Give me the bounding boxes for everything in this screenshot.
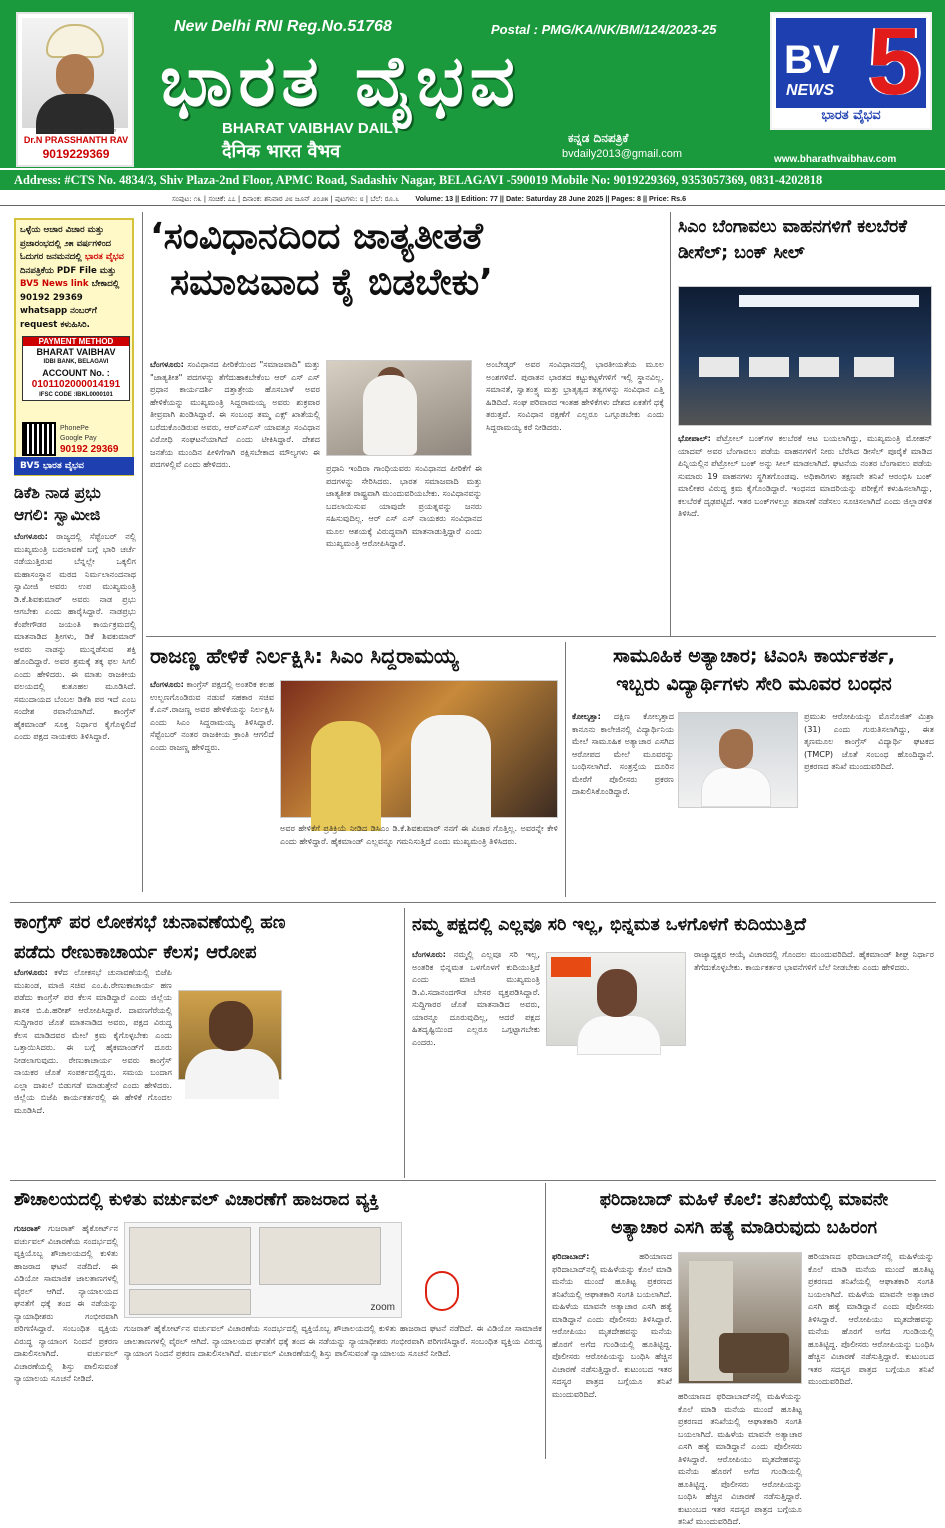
payment-account-label: ACCOUNT No. :: [42, 368, 110, 378]
newspaper-title: ಭಾರತ ವೈಭವ: [160, 40, 521, 122]
editor-phone: 9019229369: [42, 147, 110, 161]
lead-body-col2: ಪ್ರಧಾನಿ ಇಂದಿರಾ ಗಾಂಧಿಯವರು ಸಂವಿಧಾನದ ಪೀಠಿಕೆಗೆ ಈ ಪದಗಳನ್ನು ಸೇರಿಸಿದರು. ಭಾರತ ಸಮಾಜವಾದಿ ಮತ್ತು ಜಾತ್ಯತೀತ ರಾಷ್ಟ್ರವಾಗಿ ಮುಂದುವರಿಯಬೇಕು. ಸಂವಿಧಾನವನ್ನು ಬದಲಾಯಿಸುವ ಯಾವುದೇ ಪ್ರಯತ್ನವನ್ನು ಜನರು ಸಹಿಸುವುದಿಲ್ಲ. ಆರ್ ಎಸ್ ಎಸ್ ನಾಯಕರು ಸಂವಿಧಾನದ ಮೂಲ ಆಶಯಕ್ಕೆ ವಿರುದ್ಧವಾಗಿ ಮಾತನಾಡುತ್ತಿದ್ದಾರೆ ಎಂದು ಮುಖ್ಯಮಂತ್ರಿ ಆರೋಪಿಸಿದ್ದಾರೆ.: [326, 463, 482, 548]
tmc-photo: [678, 712, 798, 808]
masthead: [0, 0, 945, 168]
sidebar-logo-strip: BV5 ಭಾರತ ವೈಭವ: [14, 457, 134, 475]
faridabad-photo: [678, 1252, 802, 1384]
phonepe-label: PhonePe: [60, 425, 89, 432]
lead-photo-cm: [326, 360, 472, 456]
toilet-photo: [124, 1222, 402, 1318]
editor-photo: [22, 18, 128, 128]
toilet-headline[interactable]: ಶೌಚಾಲಯದಲ್ಲಿ ಕುಳಿತು ವರ್ಚುವಲ್ ವಿಚಾರಣೆಗೆ ಹಾಜರಾದ ವ್ಯಕ್ತಿ: [14, 1190, 379, 1210]
toilet-dateline: ಗುಜರಾತ್: [14, 1223, 41, 1233]
sadananda-dateline: ಬೆಂಗಳೂರು:: [412, 949, 446, 959]
payment-ifsc: IFSC CODE :IBKL0000101: [39, 392, 113, 398]
editor-tagline: Read, Discuss & Debate with: [36, 128, 116, 134]
googlepay-label: Google Pay: [60, 435, 97, 442]
subscription-ad: [14, 218, 134, 476]
tmc-headline-line2: ಇಬ್ಬರು ವಿದ್ಯಾರ್ಥಿಗಳು ಸೇರಿ ಮೂವರ ಬಂಧನ: [616, 673, 892, 695]
renukacharya-text: ಕಳೆದ ಲೋಕಸಭೆ ಚುನಾವಣೆಯಲ್ಲಿ ಬಿಜೆಪಿ ಮುಖಂಡ, ಮಾಜಿ ಸಚಿವ ಎಂ.ಪಿ.ರೇಣುಕಾಚಾರ್ಯ ಹಣ ಪಡೆದು ಕಾಂಗ್ರೆಸ್ ಪರ ಕೆಲಸ ಮಾಡಿದ್ದಾರೆ ಎಂದು ಜಿಲ್ಲೆಯ ಶಾಸಕ ಬಿ.ಪಿ.ಹರೀಶ್ ಆರೋಪಿಸಿದ್ದಾರೆ. ದಾವಣಗೆರೆಯಲ್ಲಿ ಸುದ್ದಿಗಾರರ ಜೊತೆ ಮಾತನಾಡಿದ ಅವರು, ಪಕ್ಷದ ವಿರುದ್ಧ ಕೆಲಸ ಮಾಡಿದವರ ಮೇಲೆ ಕ್ರಮ ಕೈಗೊಳ್ಳಬೇಕು ಎಂದು ಒತ್ತಾಯಿಸಿದರು. ಈ ಬಗ್ಗೆ ಹೈಕಮಾಂಡ್‌ಗೆ ದೂರು ನೀಡಲಾಗುವುದು. ರೇಣುಕಾಚಾರ್ಯ ಅವರು ಕಾಂಗ್ರೆಸ್ ನಾಯಕರ ಜೊತೆ ಸಂಪರ್ಕದಲ್ಲಿದ್ದರು. ಸಮಯ ಬಂದಾಗ ಎಲ್ಲಾ ದಾಖಲೆ ಬಿಡುಗಡೆ ಮಾಡುತ್ತೇನೆ ಎಂದು ಹೇಳಿದರು. ಜಿಲ್ಲೆಯ ಬಿಜೆಪಿ ಕಾರ್ಯಕರ್ತರಲ್ಲಿ ಈ ಹೇಳಿಕೆ ಗೊಂದಲ ಮೂಡಿಸಿದೆ.: [14, 967, 172, 1115]
diesel-dateline: ಭೋಪಾಲ್:: [678, 433, 711, 443]
dkshi-headline[interactable]: ಡಿಕೆಶಿ ನಾಡ ಪ್ರಭು ಆಗಲಿ: ಸ್ವಾಮೀಜಿ: [14, 484, 101, 524]
toilet-text: ಗುಜರಾತ್ ಹೈಕೋರ್ಟ್‌ನ ವರ್ಚುವಲ್ ವಿಚಾರಣೆಯ ಸಂದರ್ಭದಲ್ಲಿ ವ್ಯಕ್ತಿಯೊಬ್ಬ ಶೌಚಾಲಯದಲ್ಲಿ ಕುಳಿತು ಹಾಜರಾದ ಘಟನೆ ನಡೆದಿದೆ. ಈ ವಿಡಿಯೋ ಸಾಮಾಜಿಕ ಜಾಲತಾಣಗಳಲ್ಲಿ ವೈರಲ್ ಆಗಿದೆ. ನ್ಯಾಯಾಲಯದ ಘನತೆಗೆ ಧಕ್ಕೆ ತಂದ ಈ ನಡೆಯನ್ನು ನ್ಯಾಯಾಧೀಶರು ಗಂಭೀರವಾಗಿ ಪರಿಗಣಿಸಿದ್ದಾರೆ. ಸಂಬಂಧಿತ ವ್ಯಕ್ತಿಯ ವಿರುದ್ಧ ನ್ಯಾಯಾಂಗ ನಿಂದನೆ ಪ್ರಕರಣ ದಾಖಲಿಸಲಾಗಿದೆ. ವರ್ಚುವಲ್ ವಿಚಾರಣೆಯಲ್ಲಿ ಶಿಸ್ತು ಪಾಲಿಸುವಂತೆ ನ್ಯಾಯಾಲಯ ಸೂಚನೆ ನೀಡಿದೆ.: [14, 1223, 118, 1383]
lead-body-col1: [150, 358, 320, 628]
renukacharya-dateline: ಬೆಂಗಳೂರು:: [14, 967, 48, 977]
lead-body-col3: ಅಂಬೇಡ್ಕರ್ ಅವರ ಸಂವಿಧಾನದಲ್ಲಿ ಭಾರತೀಯತೆಯ ಮೂಲ ಅಂಶಗಳಿವೆ. ಪುರಾತನ ಭಾರತದ ಕಟ್ಟುಕಟ್ಟಳೆಗಳಿಗೆ ಇಲ್ಲಿ ಸ್ಥಾನವಿಲ್ಲ. ಸಮಾನತೆ, ಸ್ವಾತಂತ್ರ್ಯ ಮತ್ತು ಭ್ರಾತೃತ್ವದ ತತ್ವಗಳನ್ನು ಸಂವಿಧಾನ ಎತ್ತಿ ಹಿಡಿದಿದೆ. ಸಂಘ ಪರಿವಾರದ ಇಂತಹ ಹೇಳಿಕೆಗಳು ದೇಶದ ಏಕತೆಗೆ ಧಕ್ಕೆ ತರುತ್ತವೆ. ಸಂವಿಧಾನ ರಕ್ಷಣೆಗೆ ಎಲ್ಲರೂ ಒಗ್ಗೂಡಬೇಕು ಎಂದು ಸಿದ್ದರಾಮಯ್ಯ ಕರೆ ನೀಡಿದರು.: [486, 359, 664, 432]
newspaper-title-hindi: दैनिक भारत वैभव: [222, 141, 341, 162]
toilet-body-col2: ಗುಜರಾತ್ ಹೈಕೋರ್ಟ್‌ನ ವರ್ಚುವಲ್ ವಿಚಾರಣೆಯ ಸಂದರ್ಭದಲ್ಲಿ ವ್ಯಕ್ತಿಯೊಬ್ಬ ಶೌಚಾಲಯದಲ್ಲಿ ಕುಳಿತು ಹಾಜರಾದ ಘಟನೆ ನಡೆದಿದೆ. ಈ ವಿಡಿಯೋ ಸಾಮಾಜಿಕ ಜಾಲತಾಣಗಳಲ್ಲಿ ವೈರಲ್ ಆಗಿದೆ. ನ್ಯಾಯಾಲಯದ ಘನತೆಗೆ ಧಕ್ಕೆ ತಂದ ಈ ನಡೆಯನ್ನು ನ್ಯಾಯಾಧೀಶರು ಗಂಭೀರವಾಗಿ ಪರಿಗಣಿಸಿದ್ದಾರೆ. ಸಂಬಂಧಿತ ವ್ಯಕ್ತಿಯ ವಿರುದ್ಧ ನ್ಯಾಯಾಂಗ ನಿಂದನೆ ಪ್ರಕರಣ ದಾಖಲಿಸಲಾಗಿದೆ. ವರ್ಚುವಲ್ ವಿಚಾರಣೆಯಲ್ಲಿ ಶಿಸ್ತು ಪಾಲಿಸುವಂತೆ ನ್ಯಾಯಾಲಯ ಸೂಚನೆ ನೀಡಿದೆ.: [124, 1323, 542, 1358]
payment-title: PAYMENT METHOD: [23, 337, 129, 346]
ad-text-3: ದಿನಪತ್ರಿಕೆಯ PDF File ಮತ್ತು: [20, 265, 116, 276]
diesel-photo: [678, 286, 932, 426]
bv5-logo-news: NEWS: [786, 82, 834, 99]
diesel-text: ಪೆಟ್ರೋಲ್ ಬಂಕ್‌ಗಳ ಕಲಬೆರಕೆ ಆಟ ಬಯಲಾಗಿದ್ದು, ಮುಖ್ಯಮಂತ್ರಿ ಮೋಹನ್ ಯಾದವ್ ಅವರ ಬೆಂಗಾವಲು ಪಡೆಯ ವಾಹನಗಳಿಗೆ ನೀರು ಬೆರೆಸಿದ ಡೀಸೆಲ್ ಪೂರೈಕೆ ಮಾಡಿದ ಪಿನ್ನಿಯಲ್ಲಿನ ಪೆಟ್ರೋಲ್ ಬಂಕ್ ಅನ್ನು ಸೀಲ್ ಮಾಡಲಾಗಿದೆ. ಘಟನೆಯ ನಂತರ ಬೆಂಗಾವಲು ಪಡೆಯ ಸುಮಾರು 19 ವಾಹನಗಳು ಸ್ಥಗಿತಗೊಂಡವು. ಅಧಿಕಾರಿಗಳು ತಕ್ಷಣವೇ ತನಿಖೆ ಆರಂಭಿಸಿ ಬಂಕ್ ಮಾಲೀಕರ ವಿರುದ್ಧ ಕ್ರಮ ಕೈಗೊಂಡಿದ್ದಾರೆ. ಇಂಧನದ ಮಾದರಿಯನ್ನು ಪರೀಕ್ಷೆಗೆ ಕಳುಹಿಸಲಾಗಿದ್ದು, ಕಲಬೆರಕೆ ದೃಢಪಟ್ಟಿದೆ. ಇತರ ಬಂಕ್‌ಗಳಲ್ಲೂ ತಪಾಸಣೆ ನಡೆಸಲು ಸೂಚಿಸಲಾಗಿದೆ ಎಂದು ಜಿಲ್ಲಾಡಳಿತ ತಿಳಿಸಿದೆ.: [678, 433, 932, 518]
diesel-body: [678, 432, 932, 628]
newspaper-subtitle: ಕನ್ನಡ ದಿನಪತ್ರಿಕೆ: [568, 131, 629, 145]
tmc-headline-line1: ಸಾಮೂಹಿಕ ಅತ್ಯಾಚಾರ; ಟಿಎಂಸಿ ಕಾರ್ಯಕರ್ತ,: [613, 645, 895, 667]
payment-account-number: 0101102000014191: [31, 379, 121, 390]
payment-name: BHARAT VAIBHAV: [36, 347, 116, 357]
lead-headline-line2: ಸಮಾಜವಾದ ಕೈ ಬಿಡಬೇಕು’: [170, 262, 493, 303]
renukacharya-photo: [178, 990, 282, 1080]
sadananda-headline[interactable]: ನಮ್ಮ ಪಕ್ಷದಲ್ಲಿ ಎಲ್ಲವೂ ಸರಿ ಇಲ್ಲ, ಭಿನ್ನಮತ ಒಳಗೊಳಗೆ ಕುದಿಯುತ್ತಿದೆ: [412, 915, 806, 935]
tmc-headline[interactable]: [572, 642, 936, 698]
bv5-logo-five: 5: [868, 8, 922, 115]
postal-number: Postal : PMG/KA/NK/BM/124/2023-25: [491, 22, 717, 37]
tmc-text-1: ದಕ್ಷಿಣ ಕೋಲ್ಕತ್ತಾದ ಕಾನೂನು ಕಾಲೇಜಿನಲ್ಲಿ ವಿದ್ಯಾರ್ಥಿನಿಯ ಮೇಲೆ ಸಾಮೂಹಿಕ ಅತ್ಯಾಚಾರ ಎಸಗಿದ ಆರೋಪದ ಮೇಲೆ ಮೂವರನ್ನು ಬಂಧಿಸಲಾಗಿದೆ. ಸಂತ್ರಸ್ತೆಯ ದೂರಿನ ಮೇರೆಗೆ ಪೊಲೀಸರು ಪ್ರಕರಣ ದಾಖಲಿಸಿಕೊಂಡಿದ್ದಾರೆ.: [572, 711, 674, 796]
editor-name: Dr.N PRASSHANTH RAV: [23, 135, 129, 145]
rajanna-body-col2: ಅವರ ಹೇಳಿಕೆಗೆ ಪ್ರತಿಕ್ರಿಯೆ ನೀಡಿದ ಡಿಸಿಎಂ ಡಿ.ಕೆ.ಶಿವಕುಮಾರ್ ನನಗೆ ಈ ವಿಚಾರ ಗೊತ್ತಿಲ್ಲ. ಅವರನ್ನೇ ಕೇಳಿ ಎಂದು ಹೇಳಿದ್ದಾರೆ. ಹೈಕಮಾಂಡ್ ಎಲ್ಲವನ್ನೂ ಗಮನಿಸುತ್ತಿದೆ ಎಂದು ಮುಖ್ಯಮಂತ್ರಿ ತಿಳಿಸಿದರು.: [280, 823, 558, 846]
zoom-label: zoom: [370, 1302, 395, 1313]
payment-bank: IDBI BANK, BELAGAVI: [43, 359, 109, 365]
newspaper-title-english: BHARAT VAIBHAV DAILY: [222, 120, 402, 137]
editor-card: [16, 12, 134, 167]
sadananda-body-col1: [412, 948, 540, 1172]
faridabad-headline-line1: ಫರಿದಾಬಾದ್ ಮಹಿಳೆ ಕೊಲೆ: ತನಿಖೆಯಲ್ಲಿ ಮಾವನೇ: [599, 1190, 889, 1210]
faridabad-headline-line2: ಅತ್ಯಾಚಾರ ಎಸಗಿ ಹತ್ಯೆ ಮಾಡಿರುವುದು ಬಹಿರಂಗ: [611, 1218, 877, 1238]
rajanna-body-col1: [150, 678, 274, 896]
website-link[interactable]: www.bharathvaibhav.com: [774, 154, 897, 165]
upi-phone: 90192 29369: [60, 444, 119, 455]
tmc-body-col2: ಪ್ರಮುಖ ಆರೋಪಿಯನ್ನು ಮೊನೊಜಿತ್ ಮಿಶ್ರಾ (31) ಎಂದು ಗುರುತಿಸಲಾಗಿದ್ದು, ಈತ ತೃಣಮೂಲ ಕಾಂಗ್ರೆಸ್ ವಿದ್ಯಾರ್ಥಿ ಘಟಕದ (TMCP) ಜೊತೆ ಸಂಬಂಧ ಹೊಂದಿದ್ದಾನೆ. ಪ್ರಕರಣದ ತನಿಖೆ ಮುಂದುವರಿದಿದೆ.: [804, 711, 934, 771]
diesel-headline[interactable]: ಸಿಎಂ ಬೆಂಗಾವಲು ವಾಹನಗಳಿಗೆ ಕಲಬೆರಕೆ ಡೀಸೆಲ್; ಬಂಕ್ ಸೀಲ್: [678, 217, 907, 263]
dkshi-body: [14, 530, 136, 894]
rni-number: New Delhi RNI Reg.No.51768: [174, 18, 392, 35]
lead-text-1: ಸಂವಿಧಾನದ ಪೀಠಿಕೆಯಿಂದ "ಸಮಾಜವಾದಿ" ಮತ್ತು "ಜಾತ್ಯತೀತ" ಪದಗಳನ್ನು ತೆಗೆದುಹಾಕಬೇಕೆಂಬ ಆರ್ ಎಸ್ ಎಸ್ ಪ್ರಧಾನ ಕಾರ್ಯದರ್ಶಿ ದತ್ತಾತ್ರೇಯ ಹೊಸಬಾಳೆ ಅವರ ಹೇಳಿಕೆಯನ್ನು ಮುಖ್ಯಮಂತ್ರಿ ಸಿದ್ದರಾಮಯ್ಯ ಅವರು ಶುಕ್ರವಾರ ತೀವ್ರವಾಗಿ ಖಂಡಿಸಿದ್ದಾರೆ. ಈ ಸಂಬಂಧ ತಮ್ಮ ಎಕ್ಸ್ ಖಾತೆಯಲ್ಲಿ ಬರೆದುಕೊಂಡಿರುವ ಅವರು, ಆರ್‌ಎಸ್‌ಎಸ್ ಯಾವತ್ತೂ ಸಂವಿಧಾನ ವಿರೋಧಿ ಸಂಘಟನೆಯಾಗಿದೆ ಎಂದು ಟೀಕಿಸಿದ್ದಾರೆ. ದೇಶದ ಜನತೆಯ ಮುಂದಿನ ಪೀಳಿಗೆಗಾಗಿ ರಕ್ಷಿಸಬೇಕಾದ ಮೌಲ್ಯಗಳು ಈ ಪದಗಳಲ್ಲಿವೆ ಎಂದು ಹೇಳಿದರು.: [150, 359, 320, 469]
dkshi-dateline: ಬೆಂಗಳೂರು:: [14, 531, 48, 541]
qr-code-icon[interactable]: [22, 422, 56, 456]
renukacharya-headline-line1: ಕಾಂಗ್ರೆಸ್ ಪರ ಲೋಕಸಭೆ ಚುನಾವಣೆಯಲ್ಲಿ ಹಣ: [14, 912, 286, 933]
lead-headline[interactable]: [150, 214, 664, 306]
payment-box: [22, 336, 130, 401]
sadananda-text-1: ನಮ್ಮಲ್ಲಿ ಎಲ್ಲವೂ ಸರಿ ಇಲ್ಲ, ಅಂತರಿಕ ಭಿನ್ನಮತ ಒಳಗೊಳಗೆ ಕುದಿಯುತ್ತಿದೆ ಎಂದು ಮಾಜಿ ಮುಖ್ಯಮಂತ್ರಿ ಡಿ.ವಿ.ಸದಾನಂದಗೌಡ ಬೇಸರ ವ್ಯಕ್ತಪಡಿಸಿದ್ದಾರೆ. ಸುದ್ದಿಗಾರರ ಜೊತೆ ಮಾತನಾಡಿದ ಅವರು, ಯಾರನ್ನೂ ದೂರುವುದಿಲ್ಲ, ಆದರೆ ಪಕ್ಷದ ಹಿತದೃಷ್ಟಿಯಿಂದ ಎಲ್ಲರೂ ಒಗ್ಗಟ್ಟಾಗಬೇಕು ಎಂದರು.: [412, 949, 541, 1047]
bv5-logo-bv: BV: [784, 38, 840, 82]
ad-text-4: BV5 News link: [20, 279, 89, 289]
issue-info-english: Volume: 13 || Edition: 77 || Date: Saturday 28 June 2025 || Pages: 8 || Price: Rs.6: [415, 194, 687, 203]
dkshi-text: ರಾಜ್ಯದಲ್ಲಿ ಸೆಪ್ಟೆಂಬರ್ ನಲ್ಲಿ ಮುಖ್ಯಮಂತ್ರಿ ಬದಲಾವಣೆ ಬಗ್ಗೆ ಭಾರಿ ಚರ್ಚೆ ನಡೆಯುತ್ತಿರುವ ಬೆನ್ನಲ್ಲೇ ಒಕ್ಕಲಿಗ ಮಹಾಸಂಸ್ಥಾನ ಮಠದ ನಿರ್ಮಲಾನಂದನಾಥ ಸ್ವಾಮೀಜಿ ಅವರು ಉಪ ಮುಖ್ಯಮಂತ್ರಿ ಡಿ.ಕೆ.ಶಿವಕುಮಾರ್ ಅವರು ನಾಡ ಪ್ರಭು ಆಗಬೇಕು ಎಂದು ಹಾರೈಸಿದ್ದಾರೆ. ನಾಡಪ್ರಭು ಕೆಂಪೇಗೌಡರ ಜಯಂತಿ ಕಾರ್ಯಕ್ರಮದಲ್ಲಿ ಮಾತನಾಡಿದ ಶ್ರೀಗಳು, ಡಿಕೆ ಶಿವಕುಮಾರ್ ಅವರು ನಾಡನ್ನು ಮುನ್ನಡೆಸುವ ಶಕ್ತಿ ಹೊಂದಿದ್ದಾರೆ. ಅವರ ಶ್ರಮಕ್ಕೆ ತಕ್ಕ ಫಲ ಸಿಗಲಿ ಎಂದು ಹೇಳಿದರು. ಈ ಮಾತು ರಾಜಕೀಯ ವಲಯದಲ್ಲಿ ಕುತೂಹಲ ಮೂಡಿಸಿದೆ. ಸಮುದಾಯದ ಬೆಂಬಲ ಡಿಕೆಶಿ ಪರ ಇದೆ ಎಂಬ ಸಂದೇಶ ರವಾನೆಯಾಗಿದೆ. ಕಾಂಗ್ರೆಸ್ ಹೈಕಮಾಂಡ್ ಸೂಕ್ತ ನಿರ್ಧಾರ ಕೈಗೊಳ್ಳಲಿದೆ ಎಂದು ಪಕ್ಷದ ನಾಯಕರು ತಿಳಿಸಿದ್ದಾರೆ.: [14, 531, 136, 741]
ad-text-2: ಭಾರತ ವೈಭವ: [84, 252, 124, 262]
rajanna-dateline: ಬೆಂಗಳೂರು:: [150, 679, 184, 689]
ad-text-5: ಬೇಕಾದಲ್ಲಿ 90192 29369 whatsapp ನಂಬರ್‌ಗೆ request ಕಳುಹಿಸಿರಿ.: [20, 279, 120, 330]
bv5-news-logo: [770, 8, 932, 130]
rajanna-headline[interactable]: ರಾಜಣ್ಣ ಹೇಳಿಕೆ ನಿರ್ಲಕ್ಷಿಸಿ: ಸಿಎಂ ಸಿದ್ದರಾಮಯ್ಯ: [150, 644, 459, 668]
sadananda-photo: [546, 952, 686, 1046]
newspaper-email[interactable]: bvdaily2013@gmail.com: [562, 148, 683, 160]
lead-dateline: ಬೆಂಗಳೂರು:: [150, 359, 184, 369]
toilet-body-col1: [14, 1222, 118, 1454]
faridabad-body-col2: ಹರಿಯಾಣದ ಫರಿದಾಬಾದ್‌ನಲ್ಲಿ ಮಹಿಳೆಯನ್ನು ಕೊಲೆ ಮಾಡಿ ಮನೆಯ ಮುಂದೆ ಹೂತಿಟ್ಟ ಪ್ರಕರಣದ ತನಿಖೆಯಲ್ಲಿ ಆಘಾತಕಾರಿ ಸಂಗತಿ ಬಯಲಾಗಿದೆ. ಮಹಿಳೆಯ ಮಾವನೇ ಅತ್ಯಾಚಾರ ಎಸಗಿ ಹತ್ಯೆ ಮಾಡಿದ್ದಾನೆ ಎಂದು ಪೊಲೀಸರು ತಿಳಿಸಿದ್ದಾರೆ. ಆರೋಪಿಯು ಮೃತದೇಹವನ್ನು ಮನೆಯ ಹೊರಗೆ ಅಗೆದ ಗುಂಡಿಯಲ್ಲಿ ಹೂತಿಟ್ಟಿದ್ದ. ಪೊಲೀಸರು ಆರೋಪಿಯನ್ನು ಬಂಧಿಸಿ ಹೆಚ್ಚಿನ ವಿಚಾರಣೆ ನಡೆಸುತ್ತಿದ್ದಾರೆ. ಕುಟುಂಬದ ಇತರ ಸದಸ್ಯರ ಪಾತ್ರದ ಬಗ್ಗೆಯೂ ತನಿಖೆ ಮುಂದುವರಿದಿದೆ.: [808, 1251, 934, 1386]
faridabad-dateline: ಫರಿದಾಬಾದ್:: [552, 1251, 590, 1261]
faridabad-body-col1: [552, 1250, 672, 1454]
faridabad-body-col3: ಹರಿಯಾಣದ ಫರಿದಾಬಾದ್‌ನಲ್ಲಿ ಮಹಿಳೆಯನ್ನು ಕೊಲೆ ಮಾಡಿ ಮನೆಯ ಮುಂದೆ ಹೂತಿಟ್ಟ ಪ್ರಕರಣದ ತನಿಖೆಯಲ್ಲಿ ಆಘಾತಕಾರಿ ಸಂಗತಿ ಬಯಲಾಗಿದೆ. ಮಹಿಳೆಯ ಮಾವನೇ ಅತ್ಯಾಚಾರ ಎಸಗಿ ಹತ್ಯೆ ಮಾಡಿದ್ದಾನೆ ಎಂದು ಪೊಲೀಸರು ತಿಳಿಸಿದ್ದಾರೆ. ಆರೋಪಿಯು ಮೃತದೇಹವನ್ನು ಮನೆಯ ಹೊರಗೆ ಅಗೆದ ಗುಂಡಿಯಲ್ಲಿ ಹೂತಿಟ್ಟಿದ್ದ. ಪೊಲೀಸರು ಆರೋಪಿಯನ್ನು ಬಂಧಿಸಿ ಹೆಚ್ಚಿನ ವಿಚಾರಣೆ ನಡೆಸುತ್ತಿದ್ದಾರೆ. ಕುಟುಂಬದ ಇತರ ಸದಸ್ಯರ ಪಾತ್ರದ ಬಗ್ಗೆಯೂ ತನಿಖೆ ಮುಂದುವರಿದಿದೆ.: [678, 1391, 802, 1526]
rajanna-photo: [280, 680, 558, 818]
ad-text-1: ಒಳ್ಳೆಯ ಆಚಾರ ವಿಚಾರ ಮತ್ತು ಪ್ರಜಾರಂಭದಲ್ಲಿ ೨೫ ವರ್ಷಗಳಿಂದ ಓದುಗರ ಜನಮನದಲ್ಲಿ: [20, 225, 112, 262]
renukacharya-body: [14, 966, 172, 1172]
faridabad-headline[interactable]: [552, 1186, 936, 1242]
rajanna-text-1: ಕಾಂಗ್ರೆಸ್ ಪಕ್ಷದಲ್ಲಿ ಅಂತರಿಕ ಕಲಹ ಉಲ್ಬಣಗೊಂಡಿರುವ ನಡುವೆ ಸಹಕಾರ ಸಚಿವ ಕೆ.ಎನ್.ರಾಜಣ್ಣ ಅವರ ಹೇಳಿಕೆಯನ್ನು ನಿರ್ಲಕ್ಷಿಸಿ ಎಂದು ಸಿಎಂ ಸಿದ್ದರಾಮಯ್ಯ ತಿಳಿಸಿದ್ದಾರೆ. ಸೆಪ್ಟೆಂಬರ್ ನಂತರ ರಾಜಕೀಯ ಕ್ರಾಂತಿ ಆಗಲಿದೆ ಎಂದು ರಾಜಣ್ಣ ಹೇಳಿದ್ದರು.: [150, 679, 275, 752]
renukacharya-headline-line2: ಪಡೆದು ರೇಣುಕಾಚಾರ್ಯ ಕೆಲಸ; ಆರೋಪ: [14, 942, 257, 963]
issue-info-kannada: ಸಂಪುಟ: ೧೩ | ಸಂಚಿಕೆ: ೭೭ | ದಿನಾಂಕ: ಶನಿವಾರ ೨೮ ಜೂನ್ ೨೦೨೫ | ಪುಟಗಳು: ೮ | ಬೆಲೆ: ರೂ.೬: [172, 195, 400, 203]
issue-bar: [0, 192, 945, 206]
tmc-dateline: ಕೋಲ್ಕತ್ತಾ:: [572, 711, 601, 721]
lead-headline-line1: ‘ಸಂವಿಧಾನದಿಂದ ಜಾತ್ಯತೀತತೆ: [150, 216, 483, 257]
renukacharya-headline[interactable]: [14, 908, 400, 968]
bv5-logo-kannada: ಭಾರತ ವೈಭವ: [821, 108, 881, 123]
tmc-body-col1: [572, 710, 674, 896]
faridabad-text: ಹರಿಯಾಣದ ಫರಿದಾಬಾದ್‌ನಲ್ಲಿ ಮಹಿಳೆಯನ್ನು ಕೊಲೆ ಮಾಡಿ ಮನೆಯ ಮುಂದೆ ಹೂತಿಟ್ಟ ಪ್ರಕರಣದ ತನಿಖೆಯಲ್ಲಿ ಆಘಾತಕಾರಿ ಸಂಗತಿ ಬಯಲಾಗಿದೆ. ಮಹಿಳೆಯ ಮಾವನೇ ಅತ್ಯಾಚಾರ ಎಸಗಿ ಹತ್ಯೆ ಮಾಡಿದ್ದಾನೆ ಎಂದು ಪೊಲೀಸರು ತಿಳಿಸಿದ್ದಾರೆ. ಆರೋಪಿಯು ಮೃತದೇಹವನ್ನು ಮನೆಯ ಹೊರಗೆ ಅಗೆದ ಗುಂಡಿಯಲ್ಲಿ ಹೂತಿಟ್ಟಿದ್ದ. ಪೊಲೀಸರು ಆರೋಪಿಯನ್ನು ಬಂಧಿಸಿ ಹೆಚ್ಚಿನ ವಿಚಾರಣೆ ನಡೆಸುತ್ತಿದ್ದಾರೆ. ಕುಟುಂಬದ ಇತರ ಸದಸ್ಯರ ಪಾತ್ರದ ಬಗ್ಗೆಯೂ ತನಿಖೆ ಮುಂದುವರಿದಿದೆ.: [552, 1251, 672, 1399]
sadananda-body-col2: ರಾಜ್ಯಾಧ್ಯಕ್ಷರ ಆಯ್ಕೆ ವಿಚಾರದಲ್ಲಿ ಗೊಂದಲ ಮುಂದುವರಿದಿದೆ. ಹೈಕಮಾಂಡ್ ಶೀಘ್ರ ನಿರ್ಧಾರ ತೆಗೆದುಕೊಳ್ಳಬೇಕು. ಕಾರ್ಯಕರ್ತರ ಭಾವನೆಗಳಿಗೆ ಬೆಲೆ ನೀಡಬೇಕು ಎಂದು ಹೇಳಿದರು.: [694, 949, 934, 972]
address-bar: Address: #CTS No. 4834/3, Shiv Plaza-2nd Floor, APMC Road, Sadashiv Nagar, BELAGAVI -590019 Mobile No: 9019229369, 9353057369, 0831-4202818: [0, 168, 945, 190]
